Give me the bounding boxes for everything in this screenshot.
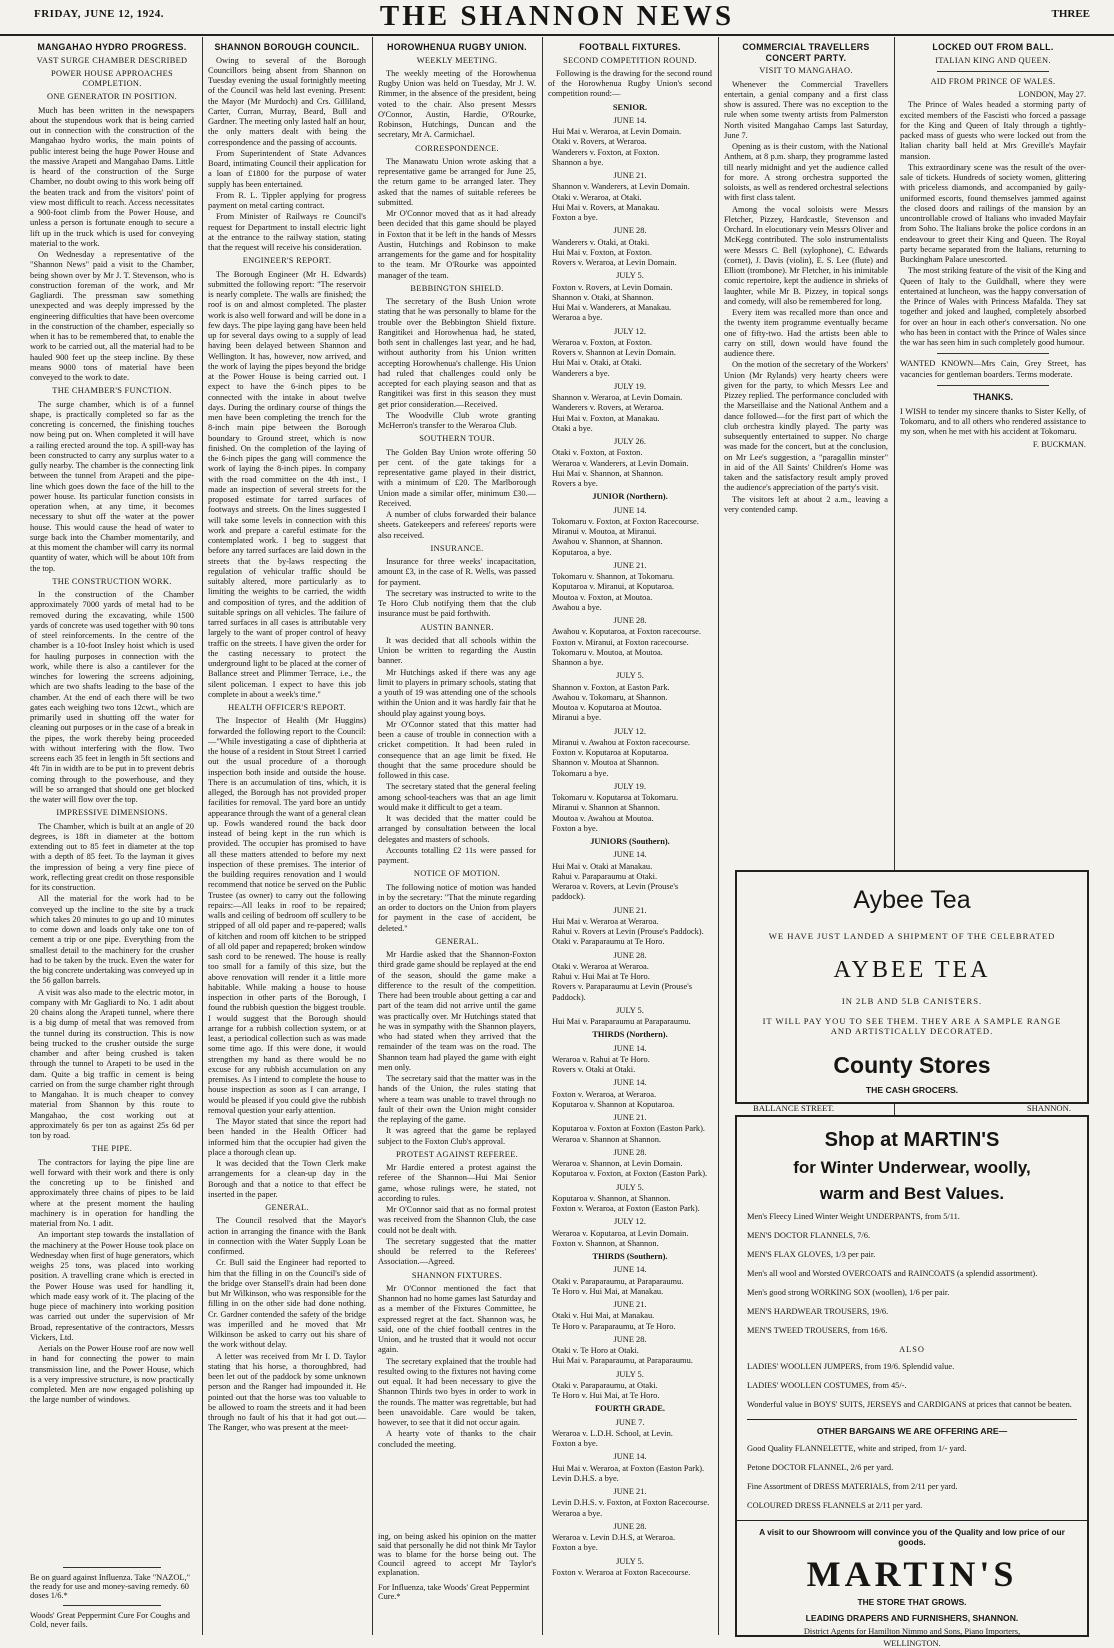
fixture-date: JUNE 21. [613,1300,647,1310]
fixture-date: JULY 12. [614,326,646,336]
fixture-match: Koputaroa v. Shannon, at Shannon. [552,1193,671,1203]
section-subhead: NOTICE OF MOTION. [413,869,501,879]
price-item: MEN'S HARDWEAR TROUSERS, 19/6. [747,1307,889,1316]
paragraph: It was decided that the Town Clerk make arrangements for a clean-up day in the Borough and that a notice to that effect be inserted in the paper. [208,1159,366,1199]
paragraph: Whenever the Commercial Travellers entertain, a genial company and a first class show is assured. There was no exception to the rule when some twenty artists from Palmerston North visited Mangahao Camps last Saturday, June 7. [724,79,888,140]
fixture-match: Foxton a bye. [552,823,598,833]
council-continuation [208,1532,536,1601]
fixture-match: Awahou v. Tokomaru, at Shannon. [552,692,668,702]
fixture-match: Weraroa v. Wanderers, at Levin Domain. [552,458,689,468]
fixture-date: JUNE 7. [615,1417,645,1427]
fixture-match: Hui Mai v. Otaki at Manakau. [552,861,653,871]
fixture-date: JUNE 14. [613,1043,647,1053]
newspaper-title: THE SHANNON NEWS [379,0,735,32]
article-headline: FOOTBALL FIXTURES. [579,42,681,52]
paragraph: The Manawatu Union wrote asking that a representative game be arranged for June 25, the return game to be arranged later. They asked that the names of suitable referees be submitted. [378,156,536,207]
fixture-date: JUNE 28. [613,1147,647,1157]
fixture-match: Rovers a bye. [552,479,598,489]
advert-line: IN 2LB AND 5LB CANISTERS. [841,996,983,1006]
dateline: LONDON, May 27. [1018,90,1086,100]
council-tail-text: ing, on being asked his opinion on the matter said that personally he did not think Mr Taylor was to blame for the horse being out. The Council agreed to accept Mr Taylor's explanation. [378,1532,536,1577]
separator [747,1419,1077,1420]
fixture-date: JUNE 14. [613,850,647,860]
article-subhead: VAST SURGE CHAMBER DESCRIBED [36,55,188,65]
store-street: BALLANCE STREET. [753,1103,834,1113]
fixture-date: JULY 5. [616,1182,644,1192]
paragraph: Following is the drawing for the second round of the Horowhenua Rugby Union's second competition round:— [548,68,712,99]
nazol-advert [30,1562,194,1629]
fixture-date: JULY 5. [616,1005,644,1015]
paragraph: The weekly meeting of the Horowhenua Rugby Union was held on Tuesday, Mr J. W. Rimmer, in the absence of the president, being voted to the chair. Also present Messrs O'Connor, Austin, Hardie, O'Rourke, Robinson, Hutchings, Duncan and the secretary, Mr A. Carmichael. [378,68,536,140]
fixture-match: Rahui v. Rovers at Levin (Prouse's Paddock). [552,927,704,937]
separator [937,71,1049,72]
paragraph: It was decided that all schools within the Union be written to regarding the Austin banner. [378,635,536,666]
fixture-match: Shannon a bye. [552,658,604,668]
fixture-date: JULY 5. [616,271,644,281]
price-item: Good Quality FLANNELETTE, white and striped, from 1/- yard. [747,1444,967,1453]
column-rule [202,37,203,1635]
fixture-match: Tokomaru v. Koputaroa at Tokomaru. [552,793,679,803]
paragraph: The Prince of Wales headed a storming party of excited members of the Fascisti who forced a passage for the King and Queen of Italy through a tightly-packed mass of guests who were locked out from the Italian charity ball held at Mrs Greville's Mayfair mansion. [900,100,1086,161]
fixture-date: JUNE 14. [613,505,647,515]
section-subhead: THE CONSTRUCTION WORK. [52,576,172,586]
fixture-match: Tokomaru a bye. [552,768,609,778]
other-bargains-heading: OTHER BARGAINS WE ARE OFFERING ARE— [816,1426,1008,1436]
paragraph: The Mayor stated that since the report had been handed in the Health Officer had informed him that the occupier had given the place a thorough clean up. [208,1117,366,1157]
paragraph: Owing to several of the Borough Councillors being absent from Shannon on Tuesday evening the usual fortnightly meeting of the Council was held last evening. Present: the Mayor (Mr Murdoch) and Crs. Gilliland, Carter, Curran, Murray, Beard, Bull and Gardner. The meeting only lasted half an hour, the only matters dealt with being the correspondence and the passing of accounts. [208,55,366,147]
paragraph: The visitors left at about 2 a.m., leaving a very contended camp. [724,494,888,514]
fixture-match: Hui Mai v. Rovers, at Manakau. [552,202,660,212]
fixture-match: Koputaroa v. Foxton at Foxton (Easton Park). [552,1124,705,1134]
paragraph: The Golden Bay Union wrote offering 50 per cent. of the gate takings for a representative game played in their district, with a minimum of £20. The Marlborough Union made a similar offer, minimum £30.—Received. [378,447,536,508]
store-tagline: THE CASH GROCERS. [865,1085,959,1095]
store-town: SHANNON. [1026,1103,1071,1113]
fixture-date: JUNE 21. [613,905,647,915]
price-item: MEN'S DOCTOR FLANNELS, 7/6. [747,1231,871,1240]
grade-heading: FOURTH GRADE. [595,1404,665,1414]
price-item: Men's Fleecy Lined Winter Weight UNDERPANTS, from 5/11. [747,1212,960,1221]
fixture-match: Hui Mai v. Shannon, at Shannon. [552,468,664,478]
fixture-date: JUNE 21. [613,1113,647,1123]
section-subhead: BEBBINGTON SHIELD. [410,283,504,293]
grade-heading: JUNIOR (Northern). [592,492,668,502]
paragraph: It was agreed that the game be replayed subject to the Foxton Club's approval. [378,1126,536,1146]
paragraph: A hearty vote of thanks to the chair concluded the meeting. [378,1429,536,1449]
fixture-match: Hui Mai v. Paraparaumu, at Paraparaumu. [552,1356,693,1366]
paragraph: The secretary stated that the general feeling among school-teachers was that an age limit would make it difficult to get a team. [378,782,536,812]
thanks-signature: F. BUCKMAN. [1032,439,1086,449]
fixture-match: Tokomaru v. Shannon, at Tokomaru. [552,572,675,582]
fixture-match: Weraroa a bye. [552,1508,603,1518]
fixture-match: Weraroa v. Shannon, at Levin Domain. [552,1159,683,1169]
advert-headline: warm and Best Values. [819,1184,1005,1203]
fixture-date: JULY 19. [614,781,646,791]
fixture-date: JUNE 14. [613,115,647,125]
fixture-match: Weraroa v. L.D.H. School, at Levin. [552,1428,673,1438]
fixture-match: Miranui v. Shannon at Shannon. [552,803,660,813]
fixture-match: Tokomaru v. Moutoa, at Moutoa. [552,647,663,657]
fixture-date: JUNE 28. [613,616,647,626]
fixture-match: Hui Mai v. Otaki, at Otaki. [552,358,642,368]
fixture-match: Foxton v. Rovers, at Levin Domain. [552,282,673,292]
fixture-match: Awahou a bye. [552,602,602,612]
column-travellers-concert [724,37,888,847]
section-subhead: THE CHAMBER'S FUNCTION. [52,386,172,396]
separator [937,353,1049,354]
fixture-match: Otaki v. Weraroa at Weraroa. [552,961,649,971]
price-item: Fine Assortment of DRESS MATERIALS, from 2/11 per yard. [747,1482,958,1491]
masthead [0,0,1114,36]
price-item: Wonderful value in BOYS' SUITS, JERSEYS and CARDIGANS at prices that cannot be beaten. [747,1400,1072,1409]
column-rugby-union [378,37,536,1527]
fixture-match: Weraroa a bye. [552,313,603,323]
price-item: LADIES' WOOLLEN COSTUMES, from 45/-. [747,1381,907,1390]
showroom-invite: A visit to our Showroom will convince you of the Quality and low price of our goods. [759,1527,1065,1547]
store-description: LEADING DRAPERS AND FURNISHERS, SHANNON. [805,1613,1019,1623]
fixture-match: Hui Mai v. Foxton, at Manakau. [552,413,660,423]
fixture-match: Te Horo v. Hui Mai, at Te Horo. [552,1391,660,1401]
section-subhead: GENERAL. [265,1203,309,1213]
fixture-match: Koputaroa v. Shannon at Koputaroa. [552,1099,675,1109]
also-label: ALSO [899,1345,925,1354]
section-subhead: GENERAL. [435,936,479,946]
paragraph: The following notice of motion was handed in by the secretary: "That the minute regarding an order to doctors on the Union from players for payment in the case of accident, be deleted." [378,882,536,933]
fixture-match: Shannon a bye. [552,157,604,167]
fixture-date: JUNE 14. [613,1265,647,1275]
article-subhead: VISIT TO MANGAHAO. [759,66,853,76]
fixture-date: JUNE 14. [613,1452,647,1462]
column-football-fixtures [548,37,712,1635]
fixture-match: Otaki v. Paraparaumu at Te Horo. [552,937,665,947]
fixture-match: Weraroa v. Foxton, at Foxton. [552,337,652,347]
fixture-match: Hui Mai v. Weraroa, at Foxton (Easton Park). [552,1463,705,1473]
paragraph: The surge chamber, which is of a funnel shape, is practically completed so far as the concreting is concerned, the finishing touches now being put on. When completed it will have a railing erected around the top. A spill-way has been constructed to carry any surplus water to a gully nearby. The chamber is the connecting link between the tunnel from Arapeti and the pipe-line which goes down the face of the hill to the power house. Its particular function consists in operation when, at any time, it becomes necessary to shut off the water at the power house. This would cause the head of water to surge back into the Chamber momentarily, and at this moment the chamber will carry its normal quantity of water, which will be about 10ft from the top. [30,399,194,573]
article-subhead: WEEKLY MEETING. [416,55,498,65]
fixture-match: Miranui v. Awahou at Foxton racecourse. [552,737,691,747]
column-borough-council [208,37,366,1607]
fixture-match: Hui Mai v. Wanderers, at Manakau. [552,303,672,313]
fixture-date: JUNE 21. [613,1487,647,1497]
column-rule [372,37,373,1635]
paragraph: From R. L. Tippler applying for progress payment on metal carting contract. [208,190,366,211]
fixture-match: Koputaroa v. Miranui, at Koputaroa. [552,582,675,592]
paragraph: Mr Hardie entered a protest against the referee of the Shannon—Hui Mai Senior game, whose rulings were, he stated, not according to rules. [378,1163,536,1203]
price-item: COLOURED DRESS FLANNELS at 2/11 per yard. [747,1501,923,1510]
paragraph: Aerials on the Power House roof are now well in hand for connecting the power to main transmission line, and the Power House, which is a very impressive structure, is now practically completed. Men are now engaged polishing up the large number of windows. [30,1344,194,1405]
fixture-match: Otaki v. Weraroa, at Otaki. [552,192,642,202]
price-item: Petone DOCTOR FLANNEL, 2/6 per yard. [747,1463,894,1472]
fixture-list [548,103,712,1579]
advert-headline: Shop at MARTIN'S [824,1129,1000,1151]
section-subhead: THE PIPE. [91,1144,133,1154]
paragraph: Opening as is their custom, with the National Anthem, at 8 p.m. sharp, they programme lasted till nearly midnight and yet the audience called for more. A strong orchestra supported the soloists, as well as rendered orchestral selections with first class talent. [724,142,888,203]
fixture-match: Rahui v. Hui Mai at Te Horo. [552,972,650,982]
fixture-match: Moutoa v. Koputaroa at Moutoa. [552,703,662,713]
fixture-match: Wanderers v. Foxton, at Foxton. [552,147,660,157]
thanks-heading: THANKS. [973,391,1013,402]
paragraph: Cr. Bull said the Engineer had reported to him that the filling in on the Council's side of the bridge over Stansell's drain had been done but Mr Wilkinson, who was responsible for the filling in on the other side had done nothing. Cr. Gardner contended the safety of the bridge was imperilled and he moved that Mr Wilkinson be asked to carry out his share of the work without delay. [208,1258,366,1350]
fixture-match: Koputaroa, a bye. [552,547,612,557]
article-headline: LOCKED OUT FROM BALL. [932,42,1054,52]
price-item: LADIES' WOOLLEN JUMPERS, from 19/6. Splendid value. [747,1362,955,1371]
fixture-date: JUNE 28. [613,1521,647,1531]
fixture-date: JUNE 28. [613,1334,647,1344]
fixture-match: Rovers v. Shannon at Levin Domain. [552,348,676,358]
fixture-match: Foxton a bye. [552,213,598,223]
advert-title: Aybee Tea [853,886,971,914]
paragraph: The secretary suggested that the matter should be referred to the Referees' Association.—Agreed. [378,1236,536,1267]
paragraph: The secretary of the Bush Union wrote stating that he was personally to blame for the trouble over the Bebbington Shield fixture. Rangitikei and Horowhenua had, he stated, both sent in challenges last year, and he had, without authority from his Union written accepting Horowhenua's challenge. His Union had ruled that challenges could only be accepted for each playing season and that as Rangitikei was first in this season they must get prior consideration.—Received. [378,297,536,409]
advert-text: Be on guard against Influenza. Take "NAZOL," the ready for use and money-saving remedy. 60 doses 1/6.* [30,1573,191,1600]
separator [63,1567,161,1568]
paragraph: A number of clubs forwarded their balance sheets. Gatekeepers and referees' reports were also received. [378,510,536,540]
fixture-match: Otaki v. Paraparaumu, at Otaki. [552,1380,658,1390]
paragraph: An important step towards the installation of the machinery at the Power House took place on Wednesday when first of huge generators, which weighs 25 tons, was placed into working position. A travelling crane which is erected in the Power House was used for handling it, which made easy work of it. The placing of the huge piece of machinery into working position was carried out under the supervision of Mr Broad, representative of the contractors, Messrs Vickers, Ltd. [30,1230,194,1342]
article-subhead: SECOND COMPETITION ROUND. [563,55,697,65]
section-subhead: CORRESPONDENCE. [415,143,499,153]
grade-heading: THIRDS (Southern). [592,1252,668,1262]
paragraph: The secretary was instructed to write to the Te Horo Club notifying them that the club insurance must be paid forthwith. [378,588,536,619]
fixture-match: Hui Mai v. Foxton, at Foxton. [552,247,652,257]
fixture-match: Weraroa v. Rahui at Te Horo. [552,1054,650,1064]
fixture-match: Koputaroa v. Foxton, at Foxton (Easton Park). [552,1169,708,1179]
fixture-match: Weraroa v. Koputaroa, at Levin Domain. [552,1228,689,1238]
paragraph: From Minister of Railways re Council's request for Department to install electric light at the entrance to the railway station, stating that the request will receive his consideration. [208,212,366,253]
fixture-date: JUNE 28. [613,226,647,236]
paragraph: The Chamber, which is built at an angle of 20 degrees, is 18ft in diameter at the bottom extending out to 85 feet in diameter at the top with a depth of 85 feet. To the layman it gives the impression of being a very fine piece of work, reflecting great credit on those responsible for its construction. [30,821,194,893]
fixture-match: Awahou v. Shannon, at Shannon. [552,537,663,547]
fixture-match: Otaki a bye. [552,423,593,433]
article-headline: SHANNON BOROUGH COUNCIL. [214,42,360,52]
separator [63,1605,161,1606]
article-headline: HOROWHENUA RUGBY UNION. [387,42,527,52]
grade-heading: THIRDS (Northern). [592,1030,668,1040]
paragraph: Accounts totalling £2 11s were passed for payment. [378,845,536,866]
price-item: MEN'S TWEED TROUSERS, from 16/6. [747,1326,888,1335]
paragraph: The secretary explained that the trouble had resulted owing to the fixtures not having come out equal. It had been necessary to give the Shannon Thirds two byes in order to work in the rounds. The matter was regrettable, but had been unavoidable. Care would be taken, however, to see that it did not occur again. [378,1356,536,1428]
paragraph: On the motion of the secretary of the Workers' Union (Mr Rylands) very hearty cheers were given for the party, to which Messrs Lee and Pizzey replied. The performance concluded with the Marseillaise and the National Anthem and a dance followed—for the first part of which the club orchestra kindly played. The party was subsequently entertained to supper. No charge was made for the concert, but at the conclusion, on Mr Lee's suggestion, a "paragallin minster" in aid of the All Saints' Children's Home was taken and the satisfactory result amply proved the audience's appreciation of the party's visit. [724,360,888,493]
agents-line: District Agents for Hamilton Nimmo and Sons, Piano Importers, [803,1627,1021,1636]
grade-heading: SENIOR. [612,102,648,112]
thanks-notice: I WISH to tender my sincere thanks to Sister Kelly, of Tokomaru, and to all others who rendered assistance to my son, when he met with his accident at Tokomaru. [900,406,1086,437]
fixture-match: Shannon v. Foxton, at Easton Park. [552,682,670,692]
paragraph: Mr Hardie asked that the Shannon-Foxton third grade game should be replayed at the end of the season, should the game make a difference to the result of the competition. There had been trouble about getting a car and part of the team did not arrive until the game was practically over. Mr Hutchings stated that he was in sympathy with the Shannon players, who had stated when they arrived that the remainder of the team was on the road. The Shannon team had played the game with eight men only. [378,950,536,1072]
fixture-match: Shannon v. Weraroa, at Levin Domain. [552,393,683,403]
fixture-date: JUNE 21. [613,560,647,570]
fixture-match: Otaki v. Hui Mai, at Manakau. [552,1311,655,1321]
fixture-date: JULY 5. [616,671,644,681]
paragraph: Insurance for three weeks' incapacitation, amount £3, in the case of R. Wells, was passed for payment. [378,557,536,587]
paragraph: Mr O'Connor said that as no formal protest was received from the Shannon Club, the case could not be dealt with. [378,1205,536,1235]
fixture-match: Wanderers v. Otaki, at Otaki. [552,237,650,247]
fixture-date: JUNE 28. [613,950,647,960]
paragraph: Mr O'Connor mentioned the fact that Shannon had no home games last Saturday and as a member of the Fixtures Committee, he expressed regret at the fact. Shannon was, he said, one of the chief football centres in the Union, and he trusted that it would not occur again. [378,1283,536,1355]
fixture-date: JULY 26. [614,437,646,447]
article-subhead: AID FROM PRINCE OF WALES. [930,76,1056,86]
grade-heading: JUNIORS (Southern). [590,837,670,847]
fixture-date: JULY 5. [616,1556,644,1566]
article-subhead: ONE GENERATOR IN POSITION. [46,92,177,102]
section-subhead: IMPRESSIVE DIMENSIONS. [56,808,168,818]
paragraph: On Wednesday a representative of the "Shannon News" paid a visit to the Chamber, being shown over by Mr J. T. Stevenson, who is construction foreman of the work, and Mr Gagliardi. The pressman saw something unexpected and was deeply impressed by the engineering difficulties that have been overcome in the construction of the chamber, especially so when it has to be remembered that, to enable the work to be carried out, all the material had to be hauled 900 feet up the steep incline. By these means 9000 tons of material have been conveyed to the work to date. [30,250,194,383]
article-subhead: ITALIAN KING AND QUEEN. [935,55,1051,65]
price-list [747,1212,1077,1510]
fixture-match: Foxton v. Weraroa, at Foxton (Easton Park). [552,1204,700,1214]
fixture-match: Levin D.H.S. v. Foxton, at Foxton Racecourse. [552,1498,710,1508]
fixture-match: Foxton v. Shannon, at Shannon. [552,1238,659,1248]
aybee-tea-advert [735,870,1089,1113]
fixture-match: Weraroa v. Levin D.H.S, at Weraroa. [552,1533,676,1543]
store-address [753,1103,1071,1113]
fixture-match: Levin D.H.S. a bye. [552,1473,619,1483]
fixture-date: JUNE 14. [613,1078,647,1088]
peppermint-advert: For Influenza, take Woods' Great Peppermint Cure.* [378,1583,530,1601]
fixture-match: Otaki v. Foxton, at Foxton. [552,448,643,458]
fixture-match: Foxton v. Weraroa at Foxton Racecourse. [552,1567,691,1577]
martins-logo: MARTIN'S [806,1554,1018,1594]
martins-advert [735,1115,1089,1648]
fixture-match: Otaki v. Te Horo at Otaki. [552,1346,639,1356]
paragraph: The Inspector of Health (Mr Huggins) forwarded the following report to the Council:—"While investigating a case of diphtheria at the house of a resident in Stout Street I carried out the usual procedure of a thorough inspection both inside and outside the house. There is an accumulation of tins, which, it is alleged, the Borough has not provided proper facilities for removal. The yard bore an untidy appearance through the want of a general clean up. Fowls wandered round the back door instead of being kept in the run which is provided. The occupier has promised to have all these matters attended to before my next inspection of these premises. The interior of the building requires renovation and I would recommend that notice be served on the Public Trustee (as owner) to carry out the following repairs:—All leaks in roof to be repaired; walls and ceiling of bedroom off scullery to be stripped of all old paper and re-papered; walls of kitchen and room off kitchen to be stripped of all old paper and repapered; broken window sash cord to be renewed. The house is really too small for a family of this size, but the above renovation will render it a little more habitable. While making a house to house inspection in other parts of the Borough, I found the rubbish question the biggest trouble. I would suggest that the Borough should arrange for a rubbish collection system, or at least, a periodical collection such as was made some time ago. If this were done, it would strengthen my hand as there would be no excuse for any rubbish accumulation on any premises. As I intend to complete the house to house inspection as soon as I can arrange, I would be pleased if you could give the rubbish removal question your early attention. [208,716,366,1115]
fixture-match: Foxton v. Weraroa, at Weraroa. [552,1089,657,1099]
advert-product: AYBEE TEA [833,957,991,983]
fixture-date: JUNE 21. [613,171,647,181]
column-rule [542,37,543,1635]
paragraph: Among the vocal soloists were Messrs Fletcher, Pizzey, Hardcastle, Stevenson and Orchard. In elocutionary vein Messrs Oliver and McKegg contributed. The solo instrumentalists were Messrs C. Bell (xylophone), C. Edwards (cornet), J. Davis (violin), E. S. Lee (flute) and Elliott (trombone). Mr Fletcher, in his inimitable comic repertoire, kept the audience in shrieks of laughter, while Mr B. Pizzey, in topical songs and comedy, will also be remembered for long. [724,204,888,306]
fixture-match: Moutoa v. Awahou at Moutoa. [552,813,654,823]
fixture-match: Foxton a bye. [552,1543,598,1553]
article-body [30,106,194,1406]
paragraph: This extraordinary scene was the result of the over-sale of tickets. Hundreds of society women, glittering with priceless diamonds, and accompanied by gaily-uniformed escorts, found themselves jammed against the closed doors and railings of the mansion by an uncontrollable crowd of Italians who invaded Mayfair from Soho. The Italians broke the police cordons in an endeavour to greet their King and Queen. The Royal party became separated from the Italians, returning to Buckingham Palace unescorted. [900,162,1086,265]
fixture-match: Hui Mai v. Paraparaumu at Paraparaumu. [552,1017,691,1027]
fixture-match: Foxton v. Miranui, at Foxton racecourse. [552,637,689,647]
paragraph: Mr Hutchings asked if there was any age limit to players in primary schools, stating that a youth of 19 was attending one of the schools within the Union and it was hardly fair that he should play against young boys. [378,667,536,718]
fixture-match: Rahui v. Paraparaumu at Otaki. [552,871,658,881]
fixture-match: Shannon v. Otaki, at Shannon. [552,292,654,302]
column-hydro-progress [30,37,194,1635]
fixture-date: JULY 5. [616,1369,644,1379]
paragraph: Much has been written in the newspapers about the stupendous work that is being carried out in connection with the construction of the Mangahao hydro works, the main points of public interest being the huge Power House and the massive Arapeti and Mangahao Dams. Little is heard of the construction of the Surge Chamber, no doubt owing to this work being off the beaten track and from the visitors' point of view most difficult to reach. Access necessitates a 900-foot climb from the Power House, and unless a person is fortunate enough to secure a lift up in the truck which is used for conveying material to the work. [30,105,194,248]
issue-date: FRIDAY, JUNE 12, 1924. [34,8,164,20]
fixture-match: Shannon v. Moutoa at Shannon. [552,758,659,768]
separator [737,1520,1087,1521]
section-subhead: PROTEST AGAINST REFEREE. [395,1149,519,1159]
paragraph: The Council resolved that the Mayor's action in arranging the finance with the Bank in connection with the Water Supply Loan be confirmed. [208,1216,366,1257]
store-tagline: THE STORE THAT GROWS. [857,1597,967,1607]
fixture-match: Rovers v. Paraparaumu at Levin (Prouse's Paddock). [552,982,693,1002]
fixture-match: Otaki v. Rovers, at Weraroa. [552,137,647,147]
article-headline: MANGAHAO HYDRO PROGRESS. [37,42,187,52]
advert-line: IT WILL PAY YOU TO SEE THEM. THEY ARE A SAMPLE RANGE AND ARTISTICALLY DECORATED. [762,1016,1062,1036]
paragraph: The Borough Engineer (Mr H. Edwards) submitted the following report: "The reservoir is nearly complete. The walls are finished; the roof is on and almost completed. The plaster work is also well forward and will be done in a few days. The pipe laying gang have been held up for several days owing to a supply of lead having been delayed between Shannon and Wellington. It has, however, now arrived, and the work of laying the pipes beyond the bridge at the Power House is being carried out. I expect to have the 6-inch pipes to be connected with the intake in about twelve days. During the ordinary course of things the men have been completing the trench for the 8-inch main pipe between the Borough boundary to Ground street, which is now finished. On the completion of the laying of the 6-inch pipes the gang will commence the work of laying the 8-inch pipes. In company with the road committee on the 4th inst., I made an inspection of several streets for the proposed estimate for tarred surfaces of footways and streets. On the lines suggested I will take some levels in connection with this work and prepare a careful estimate for the contemplated work. I beg to suggest that before any tarred surfaces are laid down in the streets that the by-laws respecting the regulation of vehicular traffic should be suitably altered, more particularly as to limiting the weights to be carried, the width and composition of tyres, and the addition of suitable springs on all vehicles. The failure of tarred surfaces in all cases is attributable very largely to the want of proper control of heavy traffic on the streets. I have given the order for the casting necessary to protect the underground light to be placed at the corner of Ballance street and Plimmer Terrace, i.e., the silent policeman. I expect to have this job complete in about a week's time." [208,269,366,699]
fixture-match: Hui Mai v. Weraroa, at Levin Domain. [552,127,682,137]
paragraph: Every item was recalled more than once and the twenty item programme eventually became one of fifty-two. Had the artists been able to carry on still, down would have found the audience there. [724,308,888,359]
paragraph: The most striking feature of the visit of the King and Queen of Italy to the Guildhall, where they were entertained at luncheon, was the happy conversation of the Prince of Wales with Princess Mafalda. They sat together and joked and laughed, completely absorbed for over an hour in each other's conversation. No one who has been in contact with the Prince of Wales since the war has seen him in such completely good humour. [900,266,1086,348]
paragraph: A letter was received from Mr I. D. Taylor stating that his horse, a thoroughbred, had been let out of the paddock by some unknown person and the Ranger had impounded it. He pointed out that the horse was too valuable to be allowed to roam the streets and it had been through no fault of his that it had got out.—The Ranger, who was present at the meet- [208,1351,366,1433]
fixture-date: JULY 19. [614,381,646,391]
section-subhead: HEALTH OFFICER'S REPORT. [228,703,346,713]
section-subhead: SHANNON FIXTURES. [411,1270,503,1280]
wanted-notice: WANTED KNOWN—Mrs Cain, Grey Street, has vacancies for gentleman boarders. Terms moderate. [900,359,1086,379]
column-locked-out [900,37,1086,847]
fixture-match: Awahou v. Koputaroa, at Foxton racecourse. [552,627,701,637]
fixture-date: JULY 12. [614,1217,646,1227]
fixture-match: Te Horo v. Hui Mai, at Manakau. [552,1286,664,1296]
fixture-match: Tokomaru v. Foxton, at Foxton Racecourse. [552,516,699,526]
paragraph: In the construction of the Chamber approximately 7000 yards of metal had to be removed during the excavating, while 1500 yards of concrete was used together with 90 tons of steel reinforcements. In the centre of the chamber is a 10-foot Insley hoist which is used for hauling purposes in connection with the work, while there is also a cantilever for the winches for lowering the screens adjoining, which are two shafts leading to the base of the chamber. At the end of each there will be two gates each weighing two tons 12cwt., which are primarily used in shutting off the water for cleaning out purposes or in the case of a break in the pipes, the work thereby being proceeded with without interfering with the flow. Two screens each 35 feet in length in 5ft sections and 4ft 7in in width are to be put in to prevent debris coming through to the powerhouse, and they will be so arranged that should one get blocked the water will flow over the top. [30,590,194,805]
separator [937,385,1049,386]
fixture-match: Miranui v. Moutoa, at Miranui. [552,527,657,537]
fixture-match: Shannon v. Wanderers, at Levin Domain. [552,182,690,192]
paragraph: The contractors for laying the pipe line are well forward with their work and there is only the concreting up to be finished and approximately three chains of pipes to be laid where at the present moment the hauling machinery is in operation for handling the material from No. 1 adit. [30,1157,194,1229]
fixture-match: Wanderers a bye. [552,368,610,378]
fixture-match: Otaki v. Paraparaumu, at Paraparaumu. [552,1276,684,1286]
article-headline: COMMERCIAL TRAVELLERS CONCERT PARTY. [742,42,870,63]
paragraph: From Superintendent of State Advances Board, intimating Council their application for a loan of £1800 for the purpose of water supply has been entertained. [208,148,366,189]
fixture-date: JULY 12. [614,726,646,736]
section-subhead: AUSTIN BANNER. [420,622,494,632]
section-subhead: INSURANCE. [430,543,484,553]
article-subhead: POWER HOUSE APPROACHES COMPLETION. [50,68,173,89]
fixture-match: Miranui a bye. [552,713,602,723]
section-subhead: SOUTHERN TOUR. [419,434,495,444]
page-number: THREE [1051,8,1090,20]
advert-text: Woods' Great Peppermint Cure For Coughs and Cold, never fails. [30,1611,190,1629]
advert-headline: for Winter Underwear, woolly, [793,1158,1031,1177]
price-item: Men's all wool and Worsted OVERCOATS and RAINCOATS (a splendid assortment). [747,1269,1038,1278]
fixture-match: Moutoa v. Foxton, at Moutoa. [552,592,653,602]
paragraph: The Woodville Club wrote granting McHerron's transfer to the Weraroa Club. [378,410,536,431]
paragraph: Mr O'Connor stated that this matter had been a cause of trouble in connection with a cricket competition. It had been ruled in consequence that an age limit be fixed. He thought that the same procedure should be followed in this case. [378,719,536,781]
agents-town: WELLINGTON. [883,1639,941,1648]
paragraph: It was decided that the matter could be arranged by consultation between the local delegates and masters of schools. [378,814,536,844]
store-name: County Stores [833,1052,991,1078]
column-rule [718,37,719,1635]
price-item: Men's good strong WORKING SOX (woollen), 1/6 per pair. [747,1288,950,1297]
paragraph: All the material for the work had to be conveyed up the incline to the site by a truck which takes 20 minutes to go up and 10 minutes to come down and loads only take one ton of cement a trip or one pipe. Everything from the smallest detail to the machinery for the crusher had to be taken by the truck. Even the water for the big concrete undertaking was conveyed up in the 56 gallon barrels. [30,894,194,986]
fixture-match: Foxton a bye. [552,1439,598,1449]
fixture-match: Wanderers v. Rovers, at Weraroa. [552,403,664,413]
fixture-match: Foxton v. Koputaroa at Koputaroa. [552,748,669,758]
fixture-match: Rovers v. Weraroa, at Levin Domain. [552,258,677,268]
price-item: MEN'S FLAX GLOVES, 1/3 per pair. [747,1250,876,1259]
section-subhead: ENGINEER'S REPORT. [242,256,332,266]
paragraph: The secretary said that the matter was in the hands of the Union, the rules stating that where a team was unable to travel through no fault of their own the Union might consider the replaying of the game. [378,1074,536,1125]
council-continued-text [208,1532,366,1577]
fixture-match: Weraroa v. Rovers, at Levin (Prouse's paddock). [552,882,679,902]
fixture-match: Te Horo v. Paraparaumu, at Te Horo. [552,1321,676,1331]
paragraph: Mr O'Connor moved that as it had already been decided that this game should be played in Foxton that it be left in the hands of Messrs Austin, Hutchings and Robinson to make arrangements for the game and for hospitality to the team. Mr O'Rourke was appointed manager of the team. [378,209,536,280]
fixture-match: Rovers v. Otaki at Otaki. [552,1065,636,1075]
fixture-match: Hui Mai v. Weraroa at Weraroa. [552,916,659,926]
paragraph: A visit was also made to the electric motor, in company with Mr Gagliardi to No. 1 adit about 20 chains along the Arapeti tunnel, where there is a big dump of metal that was removed from the tunnel during its construction. This is now being trucked to the crusher outside the surge chamber and after being crushed is taken through the tunnel to Arapeti to be used in the dam. Quite a big traffic in cement is being carried on from the surge chamber right through to Mangahao. It is much cheaper to convey material from Shannon by this route to Mangahao, the cost working out at approximately 6s per ton as against 25s 6d per ton by road. [30,987,194,1141]
fixture-match: Weraroa v. Shannon at Shannon. [552,1134,662,1144]
advert-line: WE HAVE JUST LANDED A SHIPMENT OF THE CELEBRATED [768,931,1056,941]
